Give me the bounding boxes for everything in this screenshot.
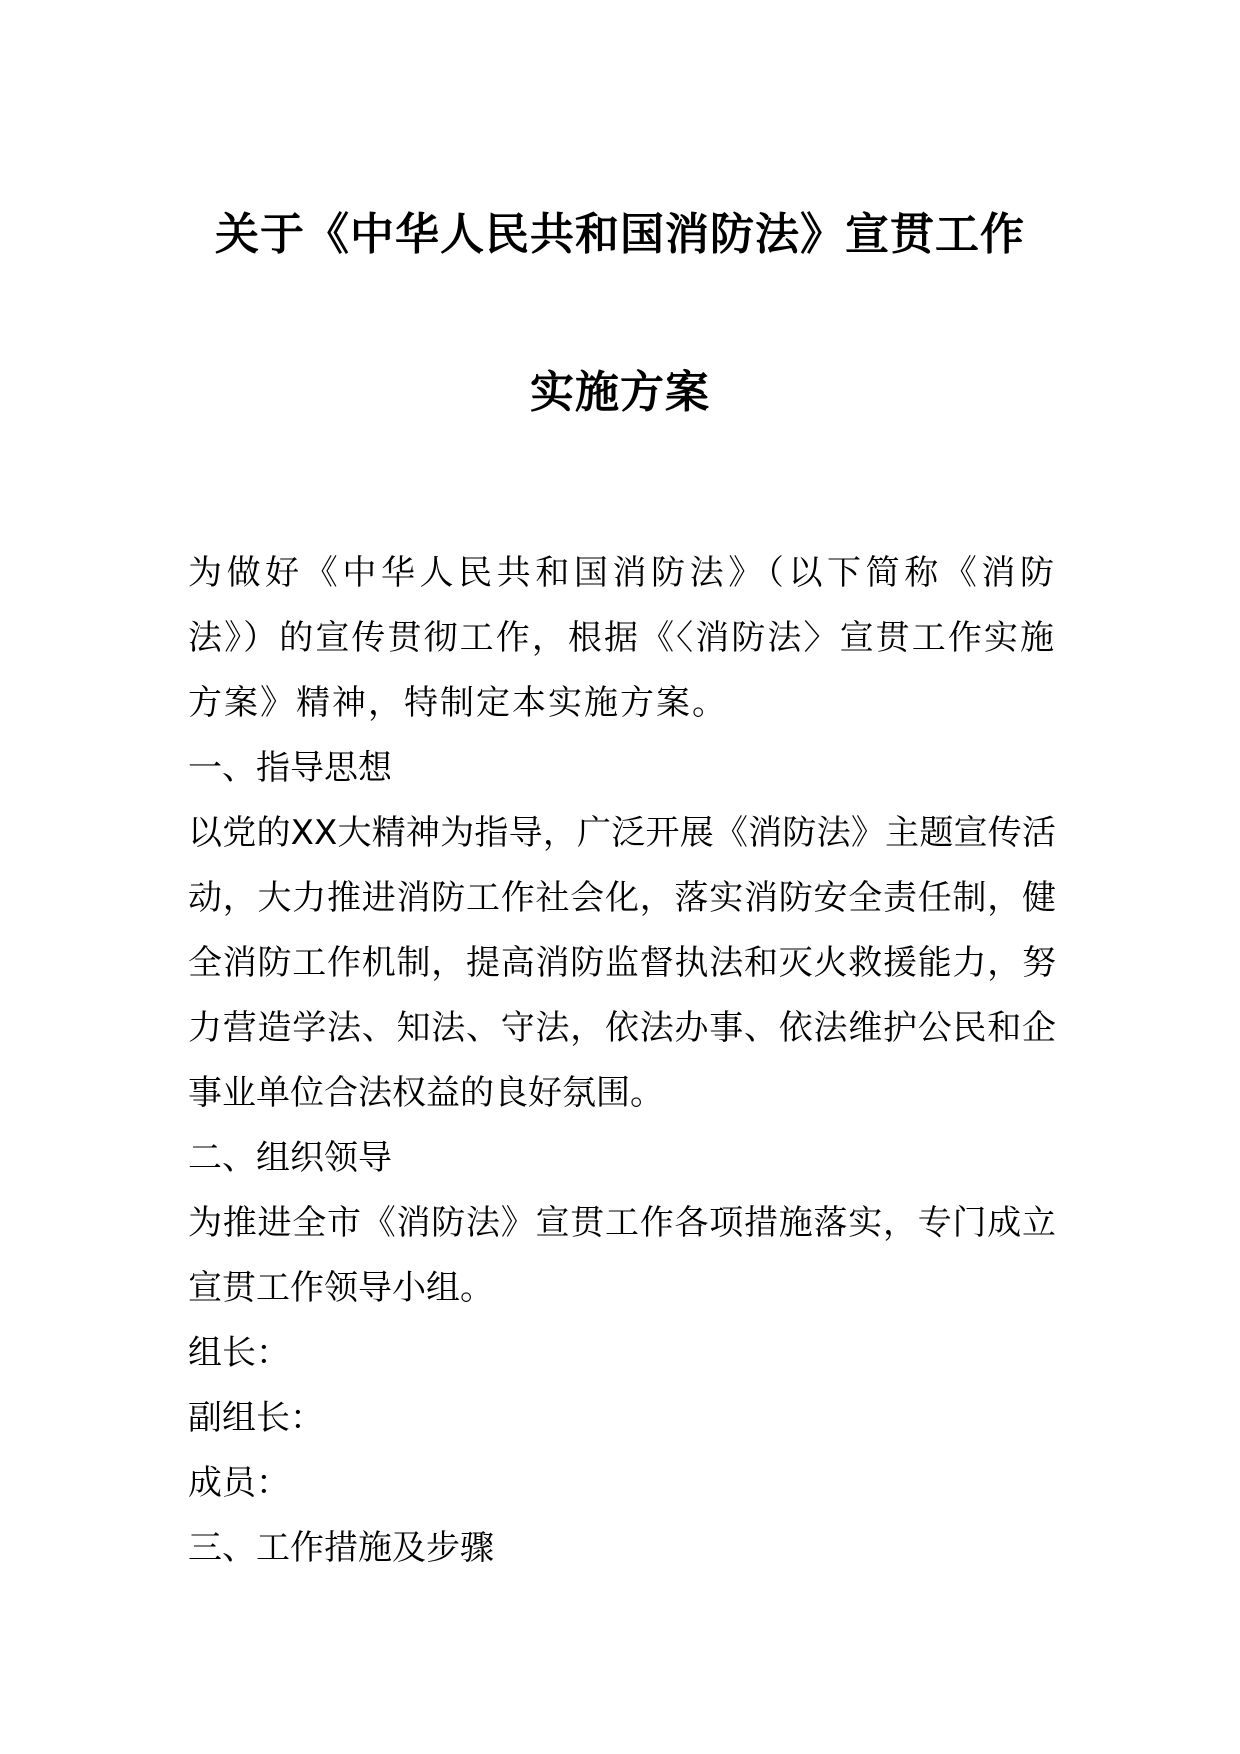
guiding-ideology-paragraph: 以党的XX大精神为指导，广泛开展《消防法》主题宣传活动，大力推进消防工作社会化，落实消防安全责任制，健全消防工作机制，提高消防监督执法和灭火救援能力，努力营造学法、知法、守法，依法办事、依法维护公民和企事业单位合法权益的良好氛围。 [188,813,1056,1113]
section-heading-guiding-ideology: 一、指导思想 [188,748,392,788]
deputy-leader-label: 副组长： [188,1398,324,1438]
organization-paragraph: 为推进全市《消防法》宣贯工作各项措施落实，专门成立宣贯工作领导小组。 [188,1203,1056,1308]
document-body [188,541,1056,1581]
document-title-line1: 关于《中华人民共和国消防法》宣贯工作 [215,209,1025,260]
members-label: 成员： [188,1463,290,1503]
document-title-line2: 实施方案 [530,367,710,418]
section-heading-measures: 三、工作措施及步骤 [188,1528,494,1568]
section-heading-organization: 二、组织领导 [188,1138,392,1178]
intro-paragraph: 为做好《中华人民共和国消防法》（以下简称《消防法》）的宣传贯彻工作，根据《〈消防法〉宣贯工作实施方案》精神，特制定本实施方案。 [188,553,1056,723]
leader-label: 组长： [188,1333,290,1373]
